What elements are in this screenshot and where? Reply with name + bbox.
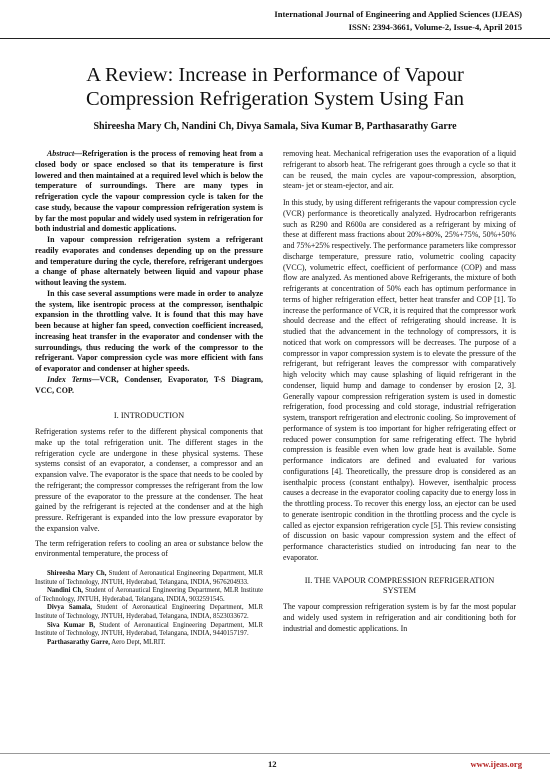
intro-paragraph-2: The term refrigeration refers to cooling an area or substance below the environmental temperature, the process of [35, 538, 263, 559]
intro-paragraph-1: Refrigeration systems refer to the different physical components that make up the total refrigeration unit. The different stages in the refrigeration cycle are undergone in these physical systems. These systems consist of an evaporator, a condenser, a compressor and an expansion valve. The evaporator is the space that needs to be cooled by the refrigerant; the compressor compresses the refrigerant from the low pressure of the evaporator to the pressure at the condenser. The heat gained by the refrigerant is rejected at the condenser and at the high pressure. Refrigerant is expanded into the low pressure evaporator by the expansion valve. [35, 427, 263, 533]
abstract-paragraph-3: In this case several assumptions were made in order to analyze the system, like isentropic process at the compressor, isenthalpic expansion in the throttling valve. It is found that this may have been because at higher fan speed, convection coefficient increased, increasing heat transfer in the evaporator and condenser with the surroundings, thus reducing the work of the compressor to the refrigerant. Vapor compression cycle was more efficient with fans of evaporator and condenser at higher speeds. [35, 288, 263, 373]
header-rule [0, 38, 550, 39]
abstract-paragraph-1 [35, 149, 263, 235]
abstract-label: Abstract— [47, 149, 83, 158]
footer-rule [0, 753, 550, 754]
footnote-5: Parthasarathy Garre, Aero Dept, MLRIT. [47, 638, 166, 646]
journal-url: www.ijeas.org [470, 759, 522, 769]
body-paragraph-1: removing heat. Mechanical refrigeration uses the evaporation of a liquid refrigerant to absorb heat. The refrigerant goes through a cycle so that it can be reused, the main cycles are vapour-compression, absorption, steam- jet or steam-ejector, and air. [283, 149, 516, 191]
footnote-4: Siva Kumar B, Student of Aeronautical Engineering Department, MLR Institute of Technology, JNTUH, Hyderabad, Telangana, INDIA, 9440157197. [35, 621, 263, 638]
abstract-paragraph-2: In vapour compression refrigeration system a refrigerant readily evaporates and condenses depending up on the pressure and temperature during the cycle, therefore, refrigerant undergoes a change of phase alternately between liquid and vapour phase without leaving the system. [35, 235, 263, 287]
index-terms-label: Index Terms— [47, 374, 100, 384]
index-terms-text: VCR, Condenser, Evaporator, T-S Diagram, VCC, COP. [35, 374, 263, 395]
journal-issn: ISSN: 2394-3661, Volume-2, Issue-4, April 2015 [348, 22, 522, 32]
paper-authors: Shireesha Mary Ch, Nandini Ch, Divya Samala, Siva Kumar B, Parthasarathy Garre [93, 121, 457, 132]
section-heading-vcr-system: II. THE VAPOUR COMPRESSION REFRIGERATION SYSTEM [304, 575, 495, 596]
footnote-1: Shireesha Mary Ch, Student of Aeronautical Engineering Department, MLR Institute of Technology, JNTUH, Hyderabad, Telangana, INDIA, 9676204933. [35, 570, 263, 586]
body-paragraph-3: The vapour compression refrigeration system is by far the most popular and widely used system in refrigeration and air conditioning both for industrial and domestic applications. In [283, 602, 516, 633]
page-number: 12 [268, 759, 277, 769]
footnote-3: Divya Samala, Student of Aeronautical Engineering Department, MLR Institute of Technology, JNTUH, Hyderabad, Telangana, INDIA, 8523033672. [35, 604, 263, 620]
left-column [35, 149, 263, 647]
journal-header [0, 0, 550, 44]
author-footnotes [35, 570, 263, 647]
paper-title: A Review: Increase in Performance of Vapour Compression Refrigeration System Using Fan [85, 64, 465, 110]
journal-name: International Journal of Engineering and Applied Sciences (IJEAS) [274, 9, 522, 19]
body-paragraph-2: In this study, by using different refrigerants the vapour compression cycle (VCR) performance is theoretically analyzed. Hydrocarbon refrigerants such as R290 and R600a are considered as a refrigerant by mixing of these at different mass fractions about 20%+80%, 25%+75%, 50%+50% and 75%+25% respectively. The performance parameters like compressor discharge temperature, pressure ratio, volumetric cooling capacity (VCC), volumetric effect, coefficient of performance (COP) and mass flow are analyzed. As mentioned above Refrigerants, the mixture of both refrigerants at concentration of 50% each has optimum performance in terms of higher refrigeration effect, better heat transfer and COP [1]. To increase the performance of VCR, it is required that the compressor work should decrease and the effect of refrigerating should increase. It is studied that the advancement in the technology of compressors, it is noticed that work on compressors will be decreases. The purpose of a compressor in vapor compression system is to elevate the pressure of the refrigerant, but refrigerant leaves the compressor with comparatively high velocity which may cause splashing of liquid refrigerant in the condenser, liquid hump and damage to condenser by erosion [2, 3]. Generally vapour compression refrigeration system is used in domestic refrigeration, food processing and cold storage, industrial refrigeration system, transport refrigeration and electronic cooling. So improvement of performance of system is too important for higher refrigerating effect or reduced power consumption for same refrigerating effect. The hybrid compression is feasible even when low grade heat is available. Some performance indicators are defined and evaluated for various configurations [4]. Theoretically, the pressure drop is considered as an isenthalpic process (constant enthalpy). However, isenthalpic process causes a decrease in the evaporator cooling capacity due to energy loss in the throttling process. To recover this energy loss, an ejector can be used to generate isentropic condition in the throttling process and the cycle is called as ejector expansion refrigeration cycle [5]. This review consisting of discussion on basic vapour compression system and the effect of performance characteristics studied on introducing fan near to the evaporator. [283, 198, 516, 562]
footnote-2: Nandini Ch, Student of Aeronautical Engineering Department, MLR Institute of Technology, JNTUH, Hyderabad, Telangana, INDIA, 9032591545. [35, 587, 264, 603]
section-heading-introduction: I. INTRODUCTION [113, 411, 185, 421]
index-terms [35, 375, 263, 397]
right-column [283, 149, 516, 634]
abstract [35, 149, 263, 375]
abstract-text-1: Refrigeration is the process of removing heat from a closed body or space enclosed so that its temperature is first lowered and then maintained at a required level which is below the temperature of surroundings. There are many types in refrigeration cycle the vapour compression cycle is taken for the case study, because the vapour compression refrigeration system is by far the most popular and widely used system in refrigeration for both industrial and domestic applications. [35, 149, 263, 234]
